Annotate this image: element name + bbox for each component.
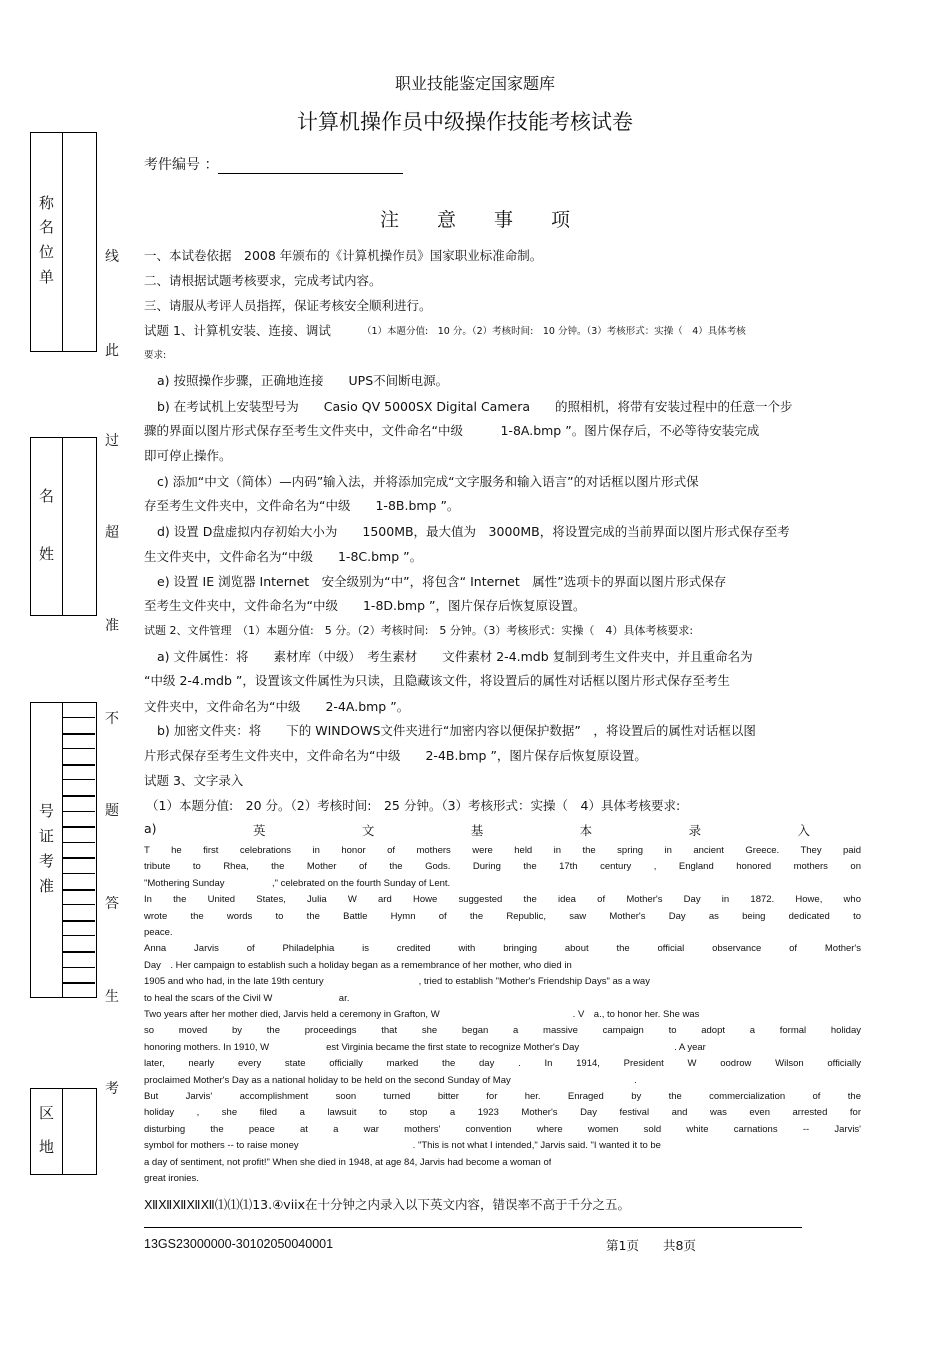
passage-line: proclaimed Mother's Day as a national holiday to be held on the second Sunday of May .: [144, 1074, 637, 1086]
q3-a-word: a): [144, 821, 157, 836]
id-grid-line: [63, 826, 95, 828]
q1-item-a: a) 按照操作步骤，正确地连接 UPS不间断电源。: [157, 373, 449, 388]
footer-code: 13GS23000000-30102050040001: [144, 1237, 334, 1251]
q1-item-c-line2: 存至考生文件夹中，文件命名为“中级 1-8B.bmp ”。: [144, 498, 460, 513]
seal-char-9: 生: [105, 989, 119, 1005]
passage-line: holiday , she filed a lawsuit to stop a 1923 Mother's Day festival and was even arrested for: [144, 1107, 861, 1119]
name-box-divider: [62, 438, 63, 615]
passage-line: to heal the scars of the Civil W ar.: [144, 992, 350, 1004]
id-char-2: 证: [39, 827, 55, 845]
q1-heading: 试题 1、计算机安装、连接、调试: [144, 323, 331, 338]
notice-item-1: 一、本试卷依据 2008 年颁布的《计算机操作员》国家职业标准命制。: [144, 248, 543, 263]
notice-item-3: 三、请服从考评人员指挥，保证考核安全顺利进行。: [144, 298, 432, 313]
id-grid-line: [63, 717, 95, 718]
id-grid-line: [63, 795, 95, 797]
region-char-2: 地: [39, 1138, 55, 1156]
q1-meta-2: 要求:: [144, 350, 167, 361]
id-grid-line: [63, 935, 95, 936]
id-char-4: 准: [39, 877, 55, 895]
footer-rule: [144, 1227, 802, 1228]
q2-item-a-line3: 文件夹中，文件命名为“中级 2-4A.bmp ”。: [144, 699, 410, 714]
passage-line: Day . Her campaign to establish such a holiday began as a remembrance of her mother, who died in: [144, 959, 572, 971]
passage-line: In the United States, Julia W ard Howe suggested the idea of Mother's Day in 1872. Howe, who: [144, 894, 861, 906]
seal-char-10: 考: [105, 1081, 119, 1097]
q3-a-word: 基: [470, 823, 484, 838]
q1-item-e-line1: e) 设置 IE 浏览器 Internet 安全级别为“中”，将包含“ Internet 属性”选项卡的界面以图片形式保存: [157, 574, 727, 589]
q3-a-word: 英: [252, 823, 266, 838]
q1-item-c-line1: c) 添加“中文（简体）—内码”输入法，并将添加完成“文字服务和输入语言”的对话框以图片形式保: [157, 474, 699, 489]
passage-line: disturbing the peace at a war mothers' convention where women sold white carnations -- Jarvis': [144, 1123, 861, 1135]
notice-item-2: 二、请根据试题考核要求，完成考试内容。: [144, 273, 382, 288]
name-box: [30, 437, 97, 616]
id-grid-line: [63, 733, 95, 735]
q1-item-e-line2: 至考生文件夹中，文件命名为“中级 1-8D.bmp ”，图片保存后恢复原设置。: [144, 598, 586, 613]
footer-page-total: 共8页: [663, 1238, 696, 1253]
q2-item-a-line2: “中级 2-4.mdb ”，设置该文件属性为只读，且隐藏该文件，将设置后的属性对话框以图片形式保存至考生: [144, 673, 730, 688]
seal-char-3: 过: [105, 433, 119, 449]
notice-heading-char: 注: [380, 209, 400, 231]
exam-no-label: 考件编号 ：: [144, 157, 219, 173]
notice-heading-char: 项: [550, 209, 570, 231]
q1-item-b-line2: 骤的界面以图片形式保存至考生文件夹中，文件命名“中级 1-8A.bmp ”。图片保存后，不必等待安装完成: [144, 423, 760, 438]
q3-meta: （1）本题分值: 20 分。（2）考核时间: 25 分钟。（3）考核形式：实操（ 4）具体考核要求:: [146, 798, 681, 813]
unit-box-divider: [62, 133, 63, 351]
passage-line: Anna Jarvis of Philadelphia is credited with bringing about the official observance of Mother's: [144, 943, 861, 955]
seal-char-5: 准: [105, 618, 119, 634]
passage-line: honoring mothers. In 1910, W est Virginia became the first state to recognize Mother's Day . A year: [144, 1041, 706, 1053]
passage-line: wrote the words to the Battle Hymn of the Republic, saw Mother's Day as being dedicated to: [144, 910, 861, 922]
passage-line: a day of sentiment, not profit!" When she died in 1948, at age 84, Jarvis had become a woman of: [144, 1156, 552, 1168]
id-grid-line: [63, 904, 95, 905]
id-box: [30, 702, 97, 998]
unit-box: [30, 132, 97, 352]
seal-char-6: 不: [105, 711, 119, 727]
passage-line: great ironies.: [144, 1173, 199, 1184]
seal-char-4: 超: [105, 525, 119, 541]
seal-char-2: 此: [105, 343, 119, 359]
region-box-divider: [62, 1089, 63, 1174]
seal-char-7: 题: [105, 803, 119, 819]
q3-a-word: 录: [688, 823, 702, 838]
passage-line: But Jarvis' accomplishment soon turned bitter for her. Enraged by the commercialization of the: [144, 1091, 861, 1102]
id-char-3: 考: [39, 852, 55, 870]
passage-line: symbol for mothers -- to raise money . "This is not what I intended," Jarvis said. "I wanted it to be: [144, 1140, 661, 1152]
passage-line: "Mothering Sunday ," celebrated on the fourth Sunday of Lent.: [144, 877, 451, 889]
exam-no-field-line: [218, 173, 403, 174]
id-grid-line: [63, 811, 95, 812]
name-char-2: 姓: [39, 545, 55, 563]
name-char-1: 名: [39, 487, 55, 505]
id-grid-line: [63, 889, 95, 891]
q2-item-b-line1: b) 加密文件夹：将 下的 WINDOWS文件夹进行“加密内容以便保护数据” ，将设置后的属性对话框以图: [157, 723, 756, 738]
passage-line: Two years after her mother died, Jarvis held a ceremony in Grafton, W . V a., to honor her. She was: [144, 1009, 700, 1020]
footer-page-number: 第1页: [606, 1238, 639, 1253]
q1-item-d-line2: 生文件夹中，文件命名为“中级 1-8C.bmp ”。: [144, 549, 423, 564]
passage-line: T he first celebrations in honor of mothers were held in the spring in ancient Greece. They paid: [144, 845, 861, 856]
id-grid-line: [63, 842, 95, 843]
unit-char-2: 名: [39, 218, 55, 236]
id-grid-line: [63, 920, 95, 922]
page-title: 计算机操作员中级操作技能考核试卷: [297, 110, 633, 134]
passage-line: so moved by the proceedings that she began a massive campaign to adopt a formal holiday: [144, 1025, 861, 1037]
q2-item-b-line2: 片形式保存至考生文件夹中，文件命名为“中级 2-4B.bmp ”，图片保存后恢复原设置。: [144, 748, 647, 763]
passage-line: tribute to Rhea, the Mother of the Gods. During the 17th century , England honored mothers on: [144, 861, 861, 873]
region-char-1: 区: [39, 1104, 55, 1122]
q3-a-word: 入: [797, 823, 810, 838]
id-grid-line: [63, 764, 95, 766]
unit-char-4: 单: [39, 268, 55, 286]
q2-item-a-line1: a) 文件属性：将 素材库（中级） 考生素材 文件素材 2-4.mdb 复制到考生文件夹中，并且重命名为: [157, 649, 753, 664]
id-grid-line: [63, 951, 95, 953]
q3-heading: 试题 3、文字录入: [144, 773, 244, 788]
id-grid-line: [63, 857, 95, 859]
id-grid-line: [63, 873, 95, 874]
id-grid-line: [63, 967, 95, 968]
id-char-1: 号: [39, 802, 55, 820]
passage-line: peace.: [144, 927, 173, 938]
passage-line: 1905 and who had, in the late 19th century , tried to establish "Mother's Friendship Days" as a way: [144, 976, 650, 988]
unit-char-1: 称: [39, 194, 55, 212]
q1-item-b-line1: b) 在考试机上安装型号为 Casio QV 5000SX Digital Camera 的照相机，将带有安装过程中的任意一个步: [157, 399, 793, 414]
id-grid-line: [63, 779, 95, 780]
seal-char-8: 答: [105, 896, 119, 912]
id-grid-line: [63, 748, 95, 749]
q2-heading: 试题 2、文件管理 （1）本题分值: 5 分。（2）考核时间: 5 分钟。（3）考核形式：实操（ 4）具体考核要求:: [144, 624, 694, 637]
q3-a-word: 本: [579, 823, 593, 838]
seal-char-1: 线: [105, 249, 119, 265]
q1-item-b-line3: 即可停止操作。: [144, 448, 232, 463]
region-box: [30, 1088, 97, 1175]
q1-meta: （1）本题分值: 10 分。（2）考核时间: 10 分钟。（3）考核形式：实操（ 4）具体考核: [362, 326, 746, 337]
notice-heading-char: 意: [436, 209, 456, 231]
notice-heading: [380, 205, 570, 232]
org-title: 职业技能鉴定国家题库: [394, 74, 555, 93]
unit-char-3: 位: [39, 243, 55, 261]
id-grid-line: [63, 982, 95, 984]
notice-heading-char: 事: [493, 209, 513, 231]
q3-item-b: ⅫⅫⅫⅫⅫ⑴⑴⑴13.④viix在十分钟之内录入以下英文内容，错误率不高于千分之五。: [144, 1197, 631, 1212]
q1-item-d-line1: d) 设置 D盘虚拟内存初始大小为 1500MB，最大值为 3000MB，将设置完成的当前界面以图片形式保存至考: [157, 524, 790, 539]
q3-a-word: 文: [361, 823, 375, 838]
q3-item-a-heading: [144, 821, 810, 839]
passage-line: later, nearly every state officially marked the day . In 1914, President W oodrow Wilson officially: [144, 1058, 861, 1070]
